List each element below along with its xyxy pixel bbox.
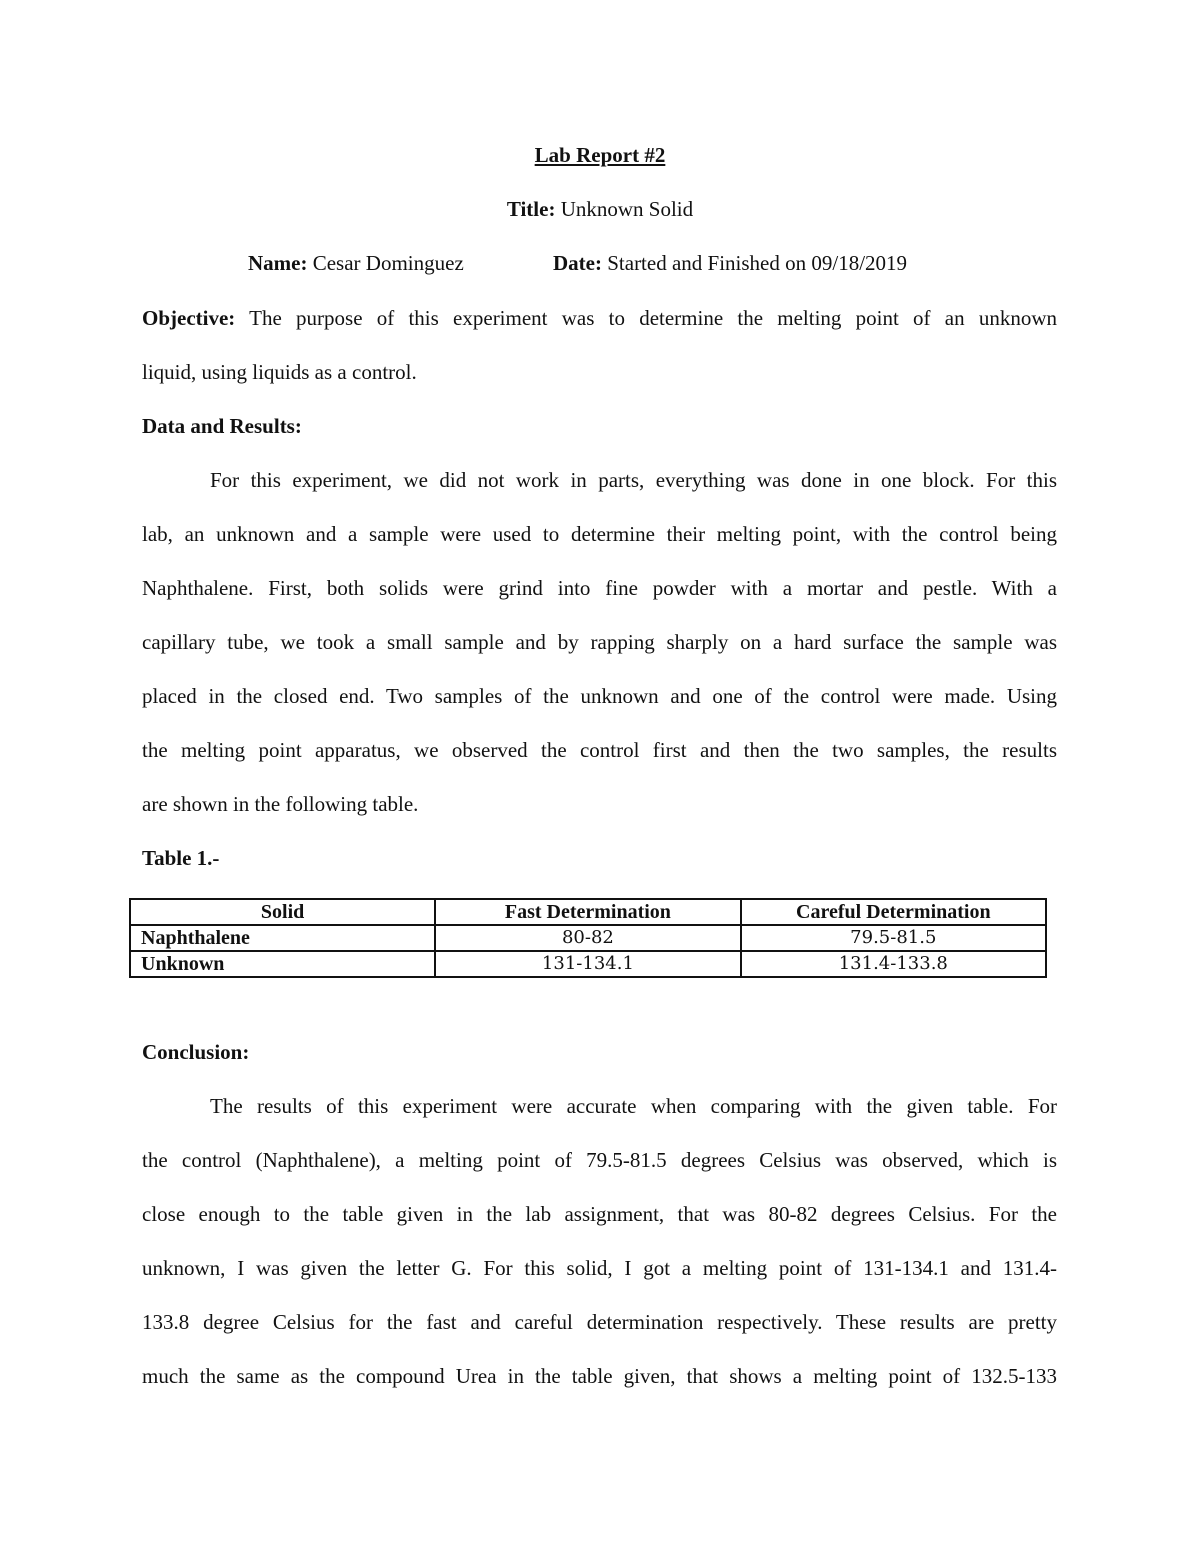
row-fast-value: 131-134.1 — [435, 951, 740, 977]
title-line — [0, 197, 1200, 222]
conclusion-line-4: unknown, I was given the letter G. For this solid, I got a melting point of 131-134.1 and 131.4- — [142, 1256, 1057, 1280]
conclusion-line-5: 133.8 degree Celsius for the fast and careful determination respectively. These results are pretty — [142, 1310, 1057, 1334]
title-value: Unknown Solid — [560, 197, 694, 221]
table-row — [130, 925, 1046, 951]
header-solid: Solid — [130, 899, 435, 925]
title-label: Title: — [506, 197, 556, 221]
row-careful-value: 131.4-133.8 — [741, 951, 1046, 977]
row-solid-name: Unknown — [130, 951, 435, 977]
header-careful: Careful Determination — [741, 899, 1046, 925]
conclusion-heading: Conclusion: — [142, 1040, 250, 1064]
conclusion-line-6: much the same as the compound Urea in the table given, that shows a melting point of 132.5-133 — [142, 1364, 1057, 1388]
objective-label: Objective: — [142, 306, 236, 330]
date-line — [553, 251, 907, 276]
data-results-line-1: For this experiment, we did not work in parts, everything was done in one block. For this — [210, 468, 1057, 492]
date-label: Date: — [553, 251, 602, 275]
table-caption: Table 1.- — [142, 846, 220, 870]
table-header-row — [130, 899, 1046, 925]
data-results-line-3: Naphthalene. First, both solids were grind into fine powder with a mortar and pestle. With a — [142, 576, 1057, 600]
date-value: Started and Finished on 09/18/2019 — [607, 251, 908, 275]
objective-line-2: liquid, using liquids as a control. — [142, 360, 417, 384]
header-fast: Fast Determination — [435, 899, 740, 925]
data-results-line-7: are shown in the following table. — [142, 792, 419, 816]
row-solid-name: Naphthalene — [130, 925, 435, 951]
conclusion-line-1: The results of this experiment were accurate when comparing with the given table. For — [210, 1094, 1057, 1118]
report-title: Lab Report #2 — [534, 143, 666, 167]
data-results-heading: Data and Results: — [142, 414, 302, 438]
objective-text-1: The purpose of this experiment was to determine the melting point of an unknown — [249, 306, 1058, 330]
row-fast-value: 80-82 — [435, 925, 740, 951]
results-table — [129, 898, 1047, 978]
table-row — [130, 951, 1046, 977]
conclusion-line-3: close enough to the table given in the lab assignment, that was 80-82 degrees Celsius. For the — [142, 1202, 1057, 1226]
data-results-line-6: the melting point apparatus, we observed the control first and then the two samples, the results — [142, 738, 1057, 762]
name-value: Cesar Dominguez — [312, 251, 464, 275]
row-careful-value: 79.5-81.5 — [741, 925, 1046, 951]
data-results-line-2: lab, an unknown and a sample were used to determine their melting point, with the control being — [142, 522, 1057, 546]
data-results-line-5: placed in the closed end. Two samples of the unknown and one of the control were made. Using — [142, 684, 1057, 708]
name-line — [248, 251, 464, 276]
objective-line-1 — [142, 306, 1057, 331]
name-label: Name: — [248, 251, 308, 275]
data-results-line-4: capillary tube, we took a small sample and by rapping sharply on a hard surface the sample was — [142, 630, 1057, 654]
conclusion-line-2: the control (Naphthalene), a melting point of 79.5-81.5 degrees Celsius was observed, which is — [142, 1148, 1057, 1172]
